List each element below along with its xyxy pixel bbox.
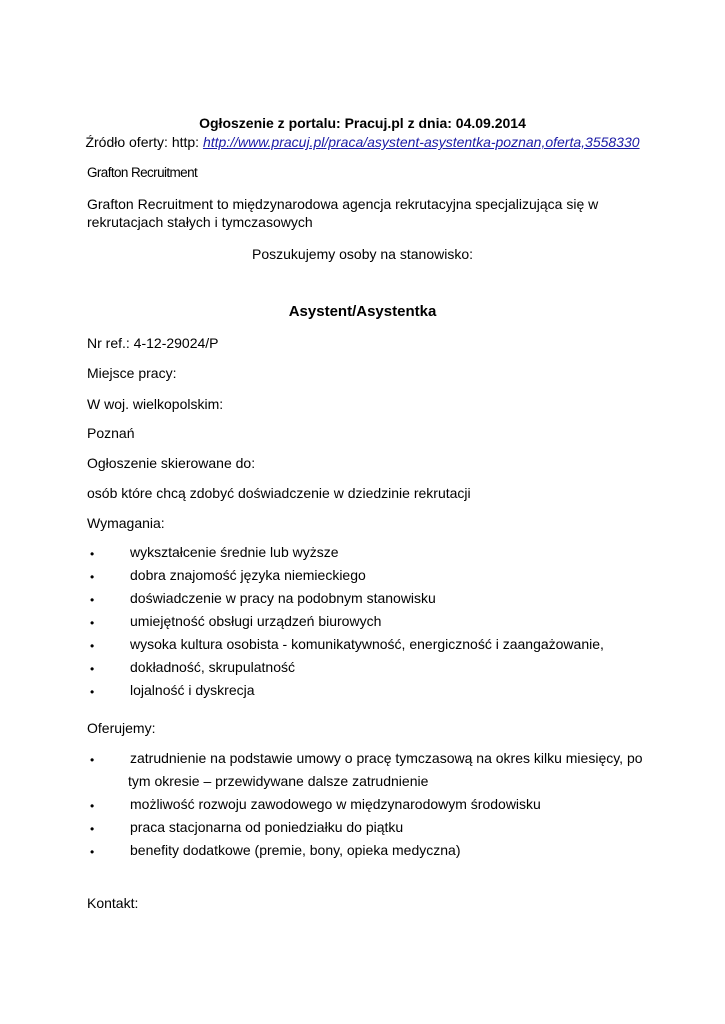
offer-item: praca stacjonarna od poniedziałku do piątku (130, 819, 404, 835)
contact-label: Kontakt: (87, 895, 139, 911)
bullet-icon: • (90, 662, 95, 676)
bullet-icon: • (90, 685, 95, 699)
ad-source-link[interactable]: http://www.pracuj.pl/praca/asystent-asystentka-poznan,oferta,3558330 (202, 134, 640, 150)
offer-item-continuation: tym okresie – przewidywane dalsze zatrudnienie (128, 773, 429, 789)
intro-text: Poszukujemy osoby na stanowisko: (252, 246, 473, 262)
bullet-icon: • (90, 547, 95, 561)
requirement-item: doświadczenie w pracy na podobnym stanowisku (130, 590, 436, 606)
bullet-icon: • (90, 845, 95, 859)
requirement-item: umiejętność obsługi urządzeń biurowych (130, 613, 382, 629)
bullet-icon: • (90, 753, 95, 767)
requirements-label: Wymagania: (87, 515, 165, 531)
company-description-line-2: rekrutacjach stałych i tymczasowych (87, 214, 313, 230)
offer-label: Oferujemy: (87, 720, 156, 736)
target-label: Ogłoszenie skierowane do: (87, 455, 256, 471)
offer-item: możliwość rozwoju zawodowego w międzynarodowym środowisku (130, 796, 541, 812)
city-text: Poznań (87, 425, 135, 441)
job-title: Asystent/Asystentka (288, 303, 437, 320)
requirement-item: wysoka kultura osobista - komunikatywność, energiczność i zaangażowanie, (130, 636, 604, 652)
ad-header-title: Ogłoszenie z portalu: Pracuj.pl z dnia: 04.09.2014 (199, 115, 526, 131)
bullet-icon: • (90, 570, 95, 584)
reference-number: Nr ref.: 4-12-29024/P (87, 335, 219, 351)
requirement-item: lojalność i dyskrecja (130, 682, 255, 698)
offer-item: zatrudnienie na podstawie umowy o pracę tymczasową na okres kilku miesięcy, po (130, 750, 643, 766)
bullet-icon: • (90, 616, 95, 630)
bullet-icon: • (90, 593, 95, 607)
offer-item: benefity dodatkowe (premie, bony, opieka medyczna) (130, 842, 461, 858)
company-name: Grafton Recruitment (87, 165, 198, 180)
bullet-icon: • (90, 822, 95, 836)
bullet-icon: • (90, 799, 95, 813)
ad-source-line (0, 133, 725, 151)
ad-source-label: Źródło oferty: http: (85, 134, 203, 150)
requirement-item: dokładność, skrupulatność (130, 659, 295, 675)
target-text: osób które chcą zdobyć doświadczenie w dziedzinie rekrutacji (87, 485, 471, 501)
company-description-line-1: Grafton Recruitment to międzynarodowa agencja rekrutacyjna specjalizująca się w (87, 196, 599, 212)
bullet-icon: • (90, 639, 95, 653)
workplace-label: Miejsce pracy: (87, 365, 177, 381)
requirement-item: wykształcenie średnie lub wyższe (130, 544, 339, 560)
requirement-item: dobra znajomość języka niemieckiego (130, 567, 366, 583)
region-text: W woj. wielkopolskim: (87, 396, 224, 412)
